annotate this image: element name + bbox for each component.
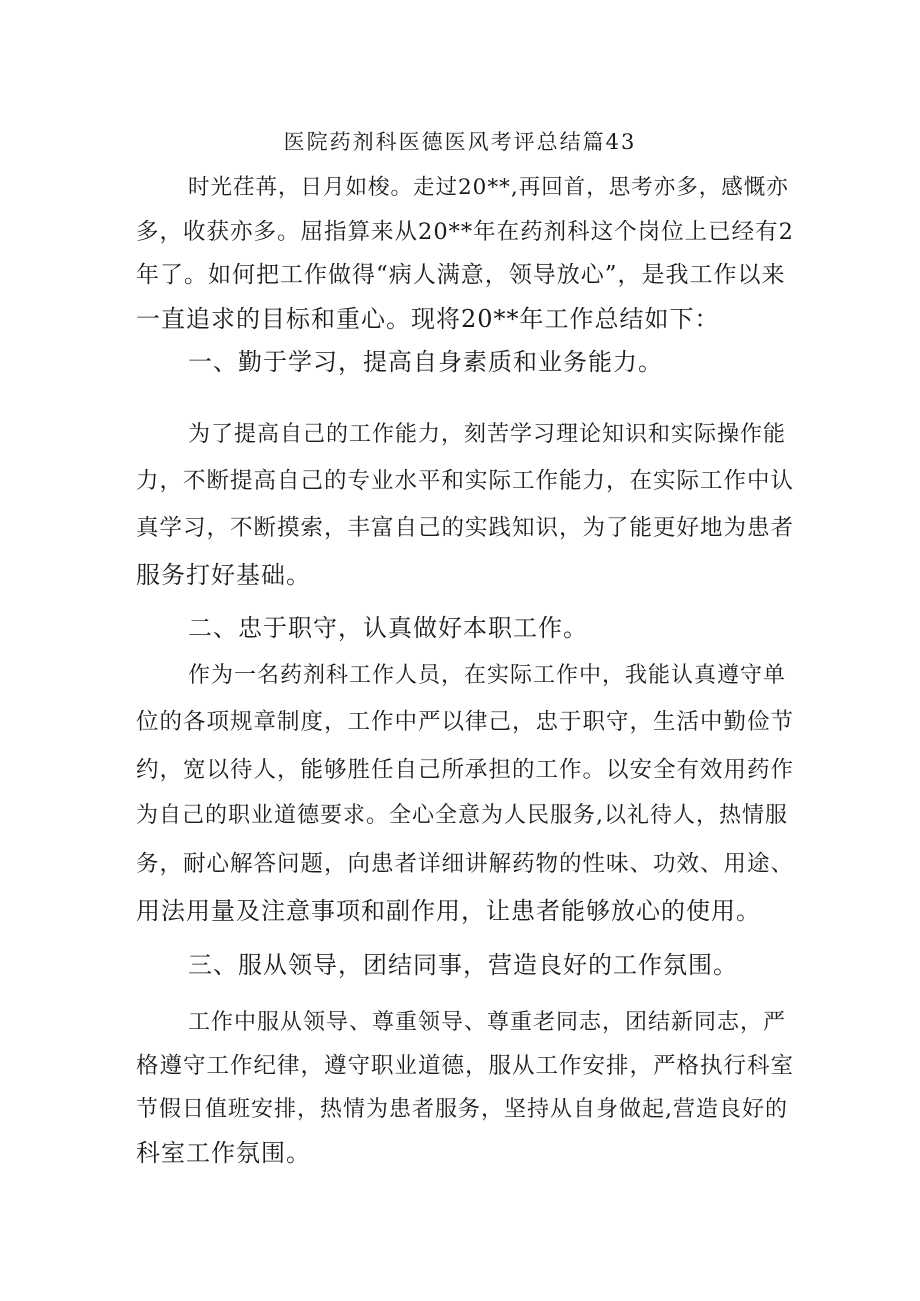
paragraph-line: 真学习，不断摸索，丰富自己的实践知识，为了能更好地为患者 bbox=[136, 515, 795, 541]
paragraph-line: 服务打好基础。 bbox=[136, 561, 311, 589]
paragraph-line: 多，收获亦多。屈指算来从20**年在药剂科这个岗位上已经有2 bbox=[136, 219, 794, 245]
paragraph-line: 时光荏苒，日月如梭。走过20**,再回首，思考亦多，感慨亦 bbox=[188, 175, 789, 200]
paragraph-line: 作为一名药剂科工作人员，在实际工作中，我能认真遵守单 bbox=[188, 663, 787, 688]
paragraph-line: 科室工作氛围。 bbox=[136, 1139, 311, 1167]
paragraph-line: 格遵守工作纪律，遵守职业道德，服从工作安排，严格执行科室 bbox=[136, 1053, 795, 1079]
section-heading: 一、勤于学习，提高自身素质和业务能力。 bbox=[188, 348, 663, 376]
paragraph-line: 力，不断提高自己的专业水平和实际工作能力，在实际工作中认 bbox=[136, 468, 795, 494]
section-heading: 二、忠于职守，认真做好本职工作。 bbox=[188, 614, 588, 642]
paragraph-line: 工作中服从领导、尊重领导、尊重老同志，团结新同志，严 bbox=[188, 1010, 787, 1035]
paragraph-line: 约，宽以待人，能够胜任自己所承担的工作。以安全有效用药作 bbox=[136, 757, 795, 783]
paragraph-line: 年了。如何把工作做得“病人满意，领导放心”，是我工作以来 bbox=[136, 262, 786, 288]
section-heading: 三、服从领导，团结同事，营造良好的工作氛围。 bbox=[188, 951, 738, 979]
document-title: 医院药剂科医德医风考评总结篇43 bbox=[283, 130, 637, 154]
paragraph-line: 用法用量及注意事项和副作用，让患者能够放心的使用。 bbox=[136, 897, 761, 925]
paragraph-line: 为了提高自己的工作能力，刻苦学习理论知识和实际操作能 bbox=[188, 422, 787, 447]
paragraph-line: 为自己的职业道德要求。全心全意为人民服务,以礼待人，热情服 bbox=[136, 803, 788, 828]
paragraph-line: 务，耐心解答问题，向患者详细讲解药物的性味、功效、用途、 bbox=[136, 851, 795, 877]
paragraph-line: 位的各项规章制度，工作中严以律己，忠于职守，生活中勤俭节 bbox=[136, 709, 795, 735]
paragraph-line: 节假日值班安排，热情为患者服务，坚持从自身做起,营造良好的 bbox=[136, 1097, 788, 1122]
paragraph-line: 一直追求的目标和重心。现将20**年工作总结如下： bbox=[136, 305, 720, 333]
